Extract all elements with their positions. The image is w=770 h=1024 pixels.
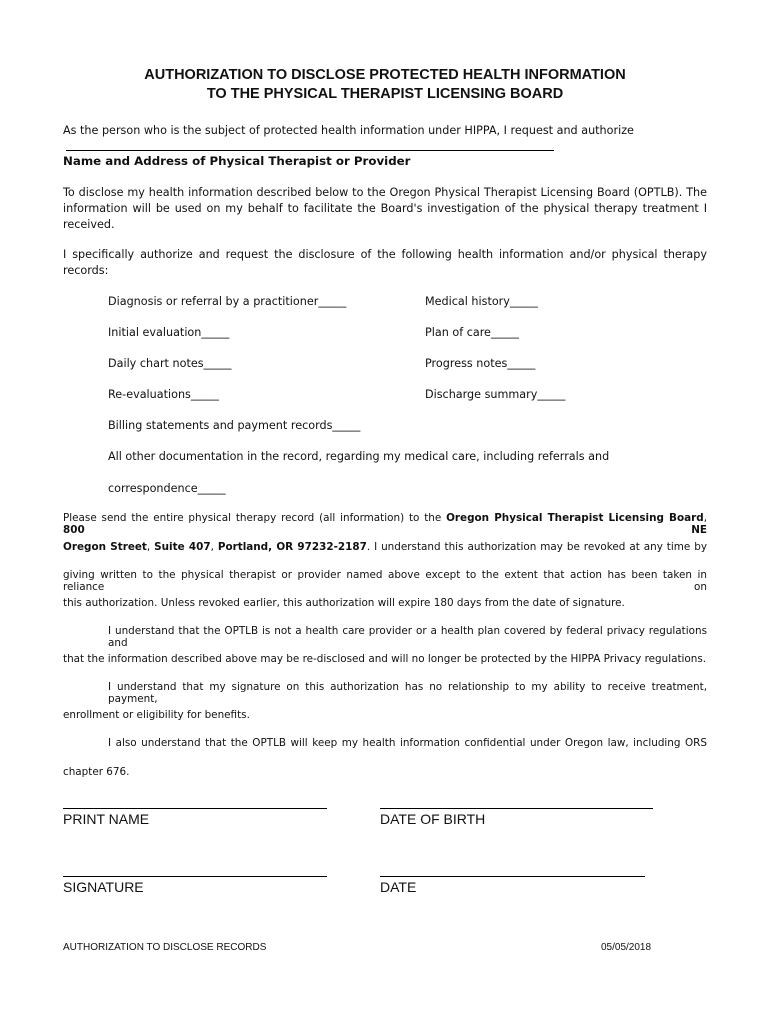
- send-record-line-3: giving written to the physical therapist or provider named above except to the extent that action has been taken in reliance on: [63, 569, 707, 593]
- board-address-suite: Suite 407: [154, 541, 211, 553]
- send-record-line-4: this authorization. Unless revoked earlier, this authorization will expire 180 days from the date of signature.: [63, 597, 625, 609]
- footer-title: AUTHORIZATION TO DISCLOSE RECORDS: [63, 942, 267, 953]
- board-address-city: Portland, OR 97232-2187: [217, 541, 367, 553]
- item-correspondence: correspondence_____: [108, 482, 226, 495]
- footer-date: 05/05/2018: [601, 942, 652, 953]
- understand-signature-line-1: I understand that my signature on this authorization has no relationship to my ability to receive treatment, payment,: [108, 681, 707, 705]
- document-title-line-1: AUTHORIZATION TO DISCLOSE PROTECTED HEALTH INFORMATION: [144, 67, 626, 83]
- send-record-line-2: Oregon Street, Suite 407, Portland, OR 97232-2187. I understand this authorization may be revoked at any time by: [63, 541, 707, 553]
- board-name: Oregon Physical Therapist Licensing Board: [446, 512, 704, 524]
- print-name-field[interactable]: [63, 808, 327, 809]
- signature-field[interactable]: [63, 876, 327, 877]
- item-daily-chart-notes: Daily chart notes_____: [108, 357, 232, 370]
- understand-signature-line-2: enrollment or eligibility for benefits.: [63, 709, 250, 721]
- print-name-label: PRINT NAME: [63, 811, 150, 827]
- date-of-birth-field[interactable]: [380, 808, 653, 809]
- board-address-street: Oregon Street: [63, 541, 147, 553]
- item-re-evaluations: Re-evaluations_____: [108, 388, 219, 401]
- send-record-line-1: Please send the entire physical therapy record (all information) to the Oregon Physical Therapist Licensing Board, 800 NE: [63, 512, 707, 536]
- date-label: DATE: [380, 879, 417, 895]
- document-title-line-2: TO THE PHYSICAL THERAPIST LICENSING BOARD: [206, 86, 564, 102]
- item-medical-history: Medical history_____: [425, 295, 538, 308]
- date-field[interactable]: [380, 876, 645, 877]
- item-billing-statements: Billing statements and payment records_____: [108, 419, 361, 432]
- item-discharge-summary: Discharge summary_____: [425, 388, 566, 401]
- provider-field-label: Name and Address of Physical Therapist or Provider: [63, 154, 411, 168]
- understand-confidential-line-1: I also understand that the OPTLB will keep my health information confidential under Oregon law, including ORS: [108, 737, 707, 749]
- date-of-birth-label: DATE OF BIRTH: [380, 811, 486, 827]
- authorization-request-paragraph: I specifically authorize and request the disclosure of the following health information and/or physical therapy records:: [63, 248, 707, 277]
- item-all-other-documentation: All other documentation in the record, regarding my medical care, including referrals and: [108, 450, 610, 463]
- item-initial-evaluation: Initial evaluation_____: [108, 326, 230, 339]
- provider-name-field[interactable]: [66, 150, 554, 151]
- intro-text: As the person who is the subject of protected health information under HIPPA, I request and authorize: [63, 124, 634, 137]
- item-progress-notes: Progress notes_____: [425, 357, 536, 370]
- board-address-street-number: 800 NE: [63, 524, 707, 536]
- item-diagnosis: Diagnosis or referral by a practitioner_____: [108, 295, 347, 308]
- disclosure-purpose-paragraph: To disclose my health information described below to the Oregon Physical Therapist Licensing Board (OPTLB). The information will be used on my behalf to facilitate the Board's investigation of the physical therapy treatment I received.: [63, 186, 707, 231]
- understand-optlb-line-2: that the information described above may be re-disclosed and will no longer be protected by the HIPPA Privacy regulations.: [63, 653, 707, 665]
- understand-confidential-line-2: chapter 676.: [63, 766, 130, 778]
- signature-label: SIGNATURE: [63, 879, 144, 895]
- item-plan-of-care: Plan of care_____: [425, 326, 519, 339]
- understand-optlb-line-1: I understand that the OPTLB is not a health care provider or a health plan covered by federal privacy regulations and: [108, 625, 707, 649]
